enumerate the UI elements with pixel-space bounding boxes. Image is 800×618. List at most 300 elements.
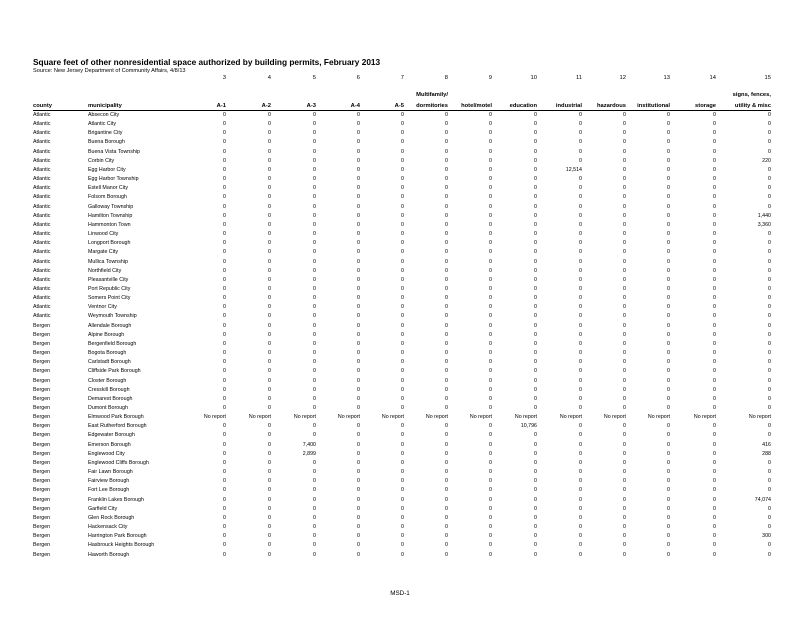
cell-value: 0 [713, 450, 716, 457]
cell-value: 0 [357, 551, 360, 558]
column-number: 8 [444, 75, 448, 81]
cell-value: 0 [357, 514, 360, 521]
cell-value: 0 [579, 130, 582, 137]
cell-county: Atlantic [33, 185, 51, 192]
cell-value: 0 [713, 542, 716, 549]
cell-value: 0 [223, 313, 226, 320]
cell-value: 0 [223, 423, 226, 430]
cell-value: 0 [623, 203, 626, 210]
cell-value: 0 [713, 386, 716, 393]
cell-value: 0 [357, 533, 360, 540]
cell-value: No report [293, 414, 316, 421]
cell-value: 0 [579, 514, 582, 521]
cell-value: 0 [223, 459, 226, 466]
cell-value: 0 [357, 368, 360, 375]
cell-value: No report [425, 414, 448, 421]
cell-value: 0 [357, 459, 360, 466]
cell-value: 0 [223, 285, 226, 292]
cell-value: 0 [667, 459, 670, 466]
cell-value: 0 [489, 148, 492, 155]
cell-value: 0 [445, 350, 448, 357]
cell-value: 0 [713, 505, 716, 512]
cell-value: 0 [268, 368, 271, 375]
cell-value: 0 [713, 514, 716, 521]
table-row [0, 285, 800, 294]
cell-value: 0 [713, 166, 716, 173]
cell-value: 0 [489, 176, 492, 183]
cell-municipality: Bergenfield Borough [88, 340, 137, 347]
cell-value: 0 [223, 350, 226, 357]
cell-county: Bergen [33, 542, 51, 549]
cell-value: 0 [534, 258, 537, 265]
cell-value: 0 [713, 121, 716, 128]
cell-value: 0 [445, 496, 448, 503]
cell-value: 0 [313, 524, 316, 531]
cell-value: 0 [713, 249, 716, 256]
cell-value: 0 [713, 478, 716, 485]
table-row [0, 532, 800, 541]
cell-value: 0 [534, 331, 537, 338]
cell-value: 0 [268, 304, 271, 311]
cell-value: 0 [667, 386, 670, 393]
cell-value: 0 [357, 295, 360, 302]
cell-value: 0 [579, 478, 582, 485]
cell-value: 0 [713, 340, 716, 347]
cell-value: 0 [313, 405, 316, 411]
cell-value: 0 [667, 533, 670, 540]
cell-value: 0 [223, 386, 226, 393]
cell-value: 0 [223, 478, 226, 485]
cell-value: 0 [445, 130, 448, 137]
cell-value: 0 [223, 112, 226, 118]
cell-value: 0 [313, 395, 316, 402]
cell-value: 0 [534, 249, 537, 256]
cell-value: 0 [401, 359, 404, 366]
cell-value: 0 [489, 377, 492, 384]
cell-value: 0 [268, 276, 271, 283]
cell-value: 0 [445, 505, 448, 512]
cell-value: 0 [489, 112, 492, 118]
cell-value: 0 [313, 304, 316, 311]
cell-county: Atlantic [33, 240, 51, 247]
cell-value: 0 [401, 240, 404, 247]
cell-value: 0 [357, 386, 360, 393]
cell-value: 0 [357, 359, 360, 366]
cell-value: 0 [223, 203, 226, 210]
cell-value: 0 [357, 450, 360, 457]
table-row [0, 129, 800, 138]
cell-value: 0 [667, 221, 670, 228]
cell-value: 0 [445, 551, 448, 558]
cell-value: 0 [313, 157, 316, 164]
cell-value: 0 [768, 551, 771, 558]
cell-value: 0 [667, 542, 670, 549]
cell-value: 0 [579, 185, 582, 192]
cell-value: 0 [313, 469, 316, 476]
cell-value: 0 [401, 194, 404, 201]
cell-value: 0 [489, 285, 492, 292]
cell-value: 0 [223, 276, 226, 283]
cell-value: 0 [713, 112, 716, 118]
cell-value: 0 [768, 203, 771, 210]
cell-municipality: Cliffside Park Borough [88, 368, 141, 375]
cell-value: 0 [713, 194, 716, 201]
cell-value: 0 [401, 478, 404, 485]
cell-value: 0 [713, 139, 716, 146]
cell-value: 0 [489, 478, 492, 485]
cell-value: 0 [357, 203, 360, 210]
cell-value: 0 [623, 157, 626, 164]
cell-value: 0 [768, 542, 771, 549]
cell-value: 0 [623, 276, 626, 283]
cell-value: 0 [313, 423, 316, 430]
cell-value: 0 [489, 368, 492, 375]
cell-value: 0 [579, 377, 582, 384]
cell-value: 0 [268, 459, 271, 466]
cell-value: 0 [223, 130, 226, 137]
cell-value: 0 [268, 121, 271, 128]
cell-value: 0 [445, 524, 448, 531]
cell-value: 0 [268, 514, 271, 521]
cell-value: 0 [579, 405, 582, 411]
cell-value: 0 [579, 121, 582, 128]
cell-value: 0 [667, 377, 670, 384]
cell-value: 0 [579, 350, 582, 357]
cell-value: 0 [768, 240, 771, 247]
cell-value: 0 [268, 487, 271, 494]
cell-county: Bergen [33, 377, 51, 384]
table-row [0, 267, 800, 276]
cell-value: 0 [579, 249, 582, 256]
cell-value: 0 [268, 240, 271, 247]
cell-value: 0 [268, 221, 271, 228]
cell-value: 0 [357, 139, 360, 146]
cell-value: 0 [713, 130, 716, 137]
cell-value: 0 [579, 459, 582, 466]
cell-value: 0 [489, 386, 492, 393]
cell-value: 0 [623, 395, 626, 402]
cell-value: 0 [713, 551, 716, 558]
cell-value: 0 [534, 505, 537, 512]
cell-value: 0 [313, 496, 316, 503]
cell-value: 0 [534, 130, 537, 137]
cell-value: 0 [357, 121, 360, 128]
cell-value: 0 [268, 405, 271, 411]
cell-value: 0 [623, 514, 626, 521]
cell-value: 0 [623, 469, 626, 476]
cell-value: 0 [357, 176, 360, 183]
cell-value: 0 [489, 514, 492, 521]
cell-value: 0 [313, 322, 316, 329]
cell-value: 0 [713, 295, 716, 302]
cell-value: 0 [489, 469, 492, 476]
table-row [0, 514, 800, 523]
cell-value: 0 [489, 405, 492, 411]
cell-value: 0 [268, 285, 271, 292]
cell-value: 0 [579, 496, 582, 503]
cell-value: 0 [713, 524, 716, 531]
cell-municipality: Englewood Cliffs Borough [88, 459, 149, 466]
cell-value: 0 [357, 441, 360, 448]
table-row [0, 239, 800, 248]
cell-value: 0 [579, 432, 582, 439]
cell-value: 0 [713, 459, 716, 466]
cell-value: 0 [667, 322, 670, 329]
cell-value: 0 [534, 395, 537, 402]
cell-value: 0 [223, 524, 226, 531]
cell-value: 0 [489, 551, 492, 558]
cell-value: 0 [357, 423, 360, 430]
cell-value: 0 [579, 505, 582, 512]
cell-value: 0 [667, 185, 670, 192]
cell-value: 0 [667, 148, 670, 155]
cell-value: 0 [579, 194, 582, 201]
cell-value: 0 [401, 432, 404, 439]
cell-municipality: Weymouth Township [88, 313, 137, 320]
cell-county: Bergen [33, 368, 51, 375]
cell-value: 0 [445, 322, 448, 329]
cell-value: 0 [713, 285, 716, 292]
cell-value: 0 [623, 331, 626, 338]
cell-county: Bergen [33, 459, 51, 466]
cell-value: 0 [268, 185, 271, 192]
cell-county: Bergen [33, 478, 51, 485]
cell-value: 0 [667, 359, 670, 366]
cell-value: 0 [579, 267, 582, 274]
cell-county: Atlantic [33, 157, 51, 164]
cell-value: 0 [768, 377, 771, 384]
cell-value: 0 [489, 496, 492, 503]
cell-value: 12,514 [565, 166, 582, 173]
cell-municipality: Corbin City [88, 157, 115, 164]
header-line1: Multifamily/ [416, 92, 448, 98]
column-number: 7 [400, 75, 404, 81]
cell-value: 0 [667, 112, 670, 118]
cell-value: 0 [623, 112, 626, 118]
cell-value: 0 [445, 258, 448, 265]
cell-value: 0 [445, 267, 448, 274]
cell-value: 0 [268, 313, 271, 320]
header-line2: A-1 [216, 103, 226, 109]
cell-value: 0 [357, 267, 360, 274]
cell-value: 0 [357, 240, 360, 247]
cell-value: 0 [579, 231, 582, 238]
cell-value: 0 [268, 267, 271, 274]
cell-county: Bergen [33, 395, 51, 402]
cell-value: 0 [268, 359, 271, 366]
cell-value: 0 [313, 258, 316, 265]
cell-value: 0 [489, 185, 492, 192]
cell-municipality: Pleasantville City [88, 276, 129, 283]
cell-county: Bergen [33, 505, 51, 512]
cell-value: 0 [268, 166, 271, 173]
cell-value: 0 [401, 340, 404, 347]
cell-value: 0 [223, 231, 226, 238]
cell-value: 0 [713, 395, 716, 402]
cell-value: 0 [268, 231, 271, 238]
cell-value: 0 [445, 148, 448, 155]
table-row [0, 138, 800, 147]
cell-value: 0 [579, 148, 582, 155]
cell-value: 0 [534, 377, 537, 384]
cell-value: 0 [357, 350, 360, 357]
cell-value: 0 [489, 524, 492, 531]
cell-value: 0 [401, 221, 404, 228]
cell-county: Bergen [33, 331, 51, 338]
cell-county: Atlantic [33, 194, 51, 201]
header-line2: hotel/motel [461, 103, 492, 109]
cell-value: 0 [623, 551, 626, 558]
cell-value: 0 [313, 212, 316, 219]
cell-value: 0 [223, 212, 226, 219]
cell-value: 0 [223, 368, 226, 375]
table-row [0, 377, 800, 386]
cell-value: 0 [357, 496, 360, 503]
cell-value: 0 [534, 203, 537, 210]
cell-value: 0 [534, 340, 537, 347]
cell-value: 0 [534, 185, 537, 192]
cell-value: 0 [713, 331, 716, 338]
cell-value: 0 [489, 304, 492, 311]
cell-municipality: Franklin Lakes Borough [88, 496, 144, 503]
cell-value: 0 [623, 285, 626, 292]
cell-value: 0 [489, 395, 492, 402]
cell-value: 0 [623, 405, 626, 411]
cell-value: No report [693, 414, 716, 421]
cell-value: 0 [268, 423, 271, 430]
cell-value: 0 [401, 313, 404, 320]
header-line2: A-5 [394, 103, 404, 109]
cell-value: 0 [401, 386, 404, 393]
cell-value: 0 [623, 295, 626, 302]
table-row [0, 312, 800, 321]
cell-value: 0 [445, 194, 448, 201]
cell-value: 0 [313, 112, 316, 118]
cell-value: 0 [445, 450, 448, 457]
cell-value: 0 [534, 524, 537, 531]
cell-value: 0 [489, 340, 492, 347]
cell-value: 0 [623, 505, 626, 512]
cell-municipality: Egg Harbor Township [88, 176, 139, 183]
cell-value: 0 [768, 524, 771, 531]
cell-value: 0 [667, 304, 670, 311]
cell-value: 0 [268, 432, 271, 439]
cell-municipality: Bogota Borough [88, 350, 127, 357]
cell-value: 0 [667, 166, 670, 173]
cell-value: 0 [713, 441, 716, 448]
cell-county: Bergen [33, 469, 51, 476]
cell-value: 0 [489, 166, 492, 173]
cell-value: 0 [489, 139, 492, 146]
cell-municipality: Hackensack City [88, 524, 128, 531]
cell-municipality: Demarest Borough [88, 395, 133, 402]
cell-value: 0 [223, 542, 226, 549]
cell-value: 0 [667, 505, 670, 512]
cell-value: 0 [401, 176, 404, 183]
table-row [0, 120, 800, 129]
cell-value: 0 [401, 121, 404, 128]
cell-value: 0 [401, 166, 404, 173]
cell-value: 0 [445, 405, 448, 411]
cell-value: 0 [401, 533, 404, 540]
cell-value: 0 [313, 185, 316, 192]
cell-value: 0 [768, 148, 771, 155]
cell-value: 0 [401, 130, 404, 137]
table-row [0, 212, 800, 221]
cell-value: 0 [445, 514, 448, 521]
cell-value: 0 [534, 112, 537, 118]
cell-value: No report [469, 414, 492, 421]
cell-value: 0 [223, 533, 226, 540]
column-number: 11 [575, 75, 582, 81]
cell-value: 0 [667, 350, 670, 357]
cell-value: 0 [623, 368, 626, 375]
cell-value: 0 [401, 487, 404, 494]
cell-value: 0 [667, 432, 670, 439]
cell-value: 0 [489, 423, 492, 430]
cell-value: 0 [534, 176, 537, 183]
table-row [0, 258, 800, 267]
table-header [0, 90, 800, 110]
cell-value: 0 [268, 450, 271, 457]
cell-value: 0 [357, 487, 360, 494]
cell-value: 0 [489, 212, 492, 219]
cell-value: 0 [401, 203, 404, 210]
cell-value: 0 [623, 423, 626, 430]
cell-county: Atlantic [33, 285, 51, 292]
cell-value: 0 [223, 487, 226, 494]
cell-value: 0 [313, 276, 316, 283]
cell-value: 0 [445, 377, 448, 384]
table-row [0, 431, 800, 440]
cell-value: 0 [445, 176, 448, 183]
cell-value: 0 [401, 524, 404, 531]
cell-value: 0 [268, 176, 271, 183]
cell-value: 0 [268, 496, 271, 503]
cell-value: 0 [579, 395, 582, 402]
cell-value: 0 [313, 542, 316, 549]
cell-value: 3,360 [757, 221, 771, 228]
cell-value: 0 [534, 533, 537, 540]
cell-value: 0 [667, 249, 670, 256]
cell-value: 0 [768, 185, 771, 192]
cell-municipality: East Rutherford Borough [88, 423, 147, 430]
cell-value: 0 [623, 267, 626, 274]
cell-value: 0 [313, 285, 316, 292]
cell-value: 0 [445, 285, 448, 292]
column-number: 5 [312, 75, 316, 81]
table-row [0, 422, 800, 431]
cell-value: 0 [534, 121, 537, 128]
table-row [0, 148, 800, 157]
cell-value: 0 [768, 121, 771, 128]
cell-municipality: Longport Borough [88, 240, 131, 247]
cell-municipality: Alpine Borough [88, 331, 125, 338]
cell-value: 0 [313, 203, 316, 210]
cell-value: 0 [667, 258, 670, 265]
cell-value: 0 [445, 166, 448, 173]
cell-value: 0 [401, 185, 404, 192]
cell-value: 0 [534, 496, 537, 503]
cell-municipality: Hasbrouck Heights Borough [88, 542, 155, 549]
cell-value: 300 [762, 533, 771, 540]
table-row [0, 386, 800, 395]
cell-value: 0 [713, 185, 716, 192]
cell-county: Bergen [33, 496, 51, 503]
cell-value: 0 [357, 478, 360, 485]
table-row [0, 248, 800, 257]
cell-value: 0 [534, 542, 537, 549]
